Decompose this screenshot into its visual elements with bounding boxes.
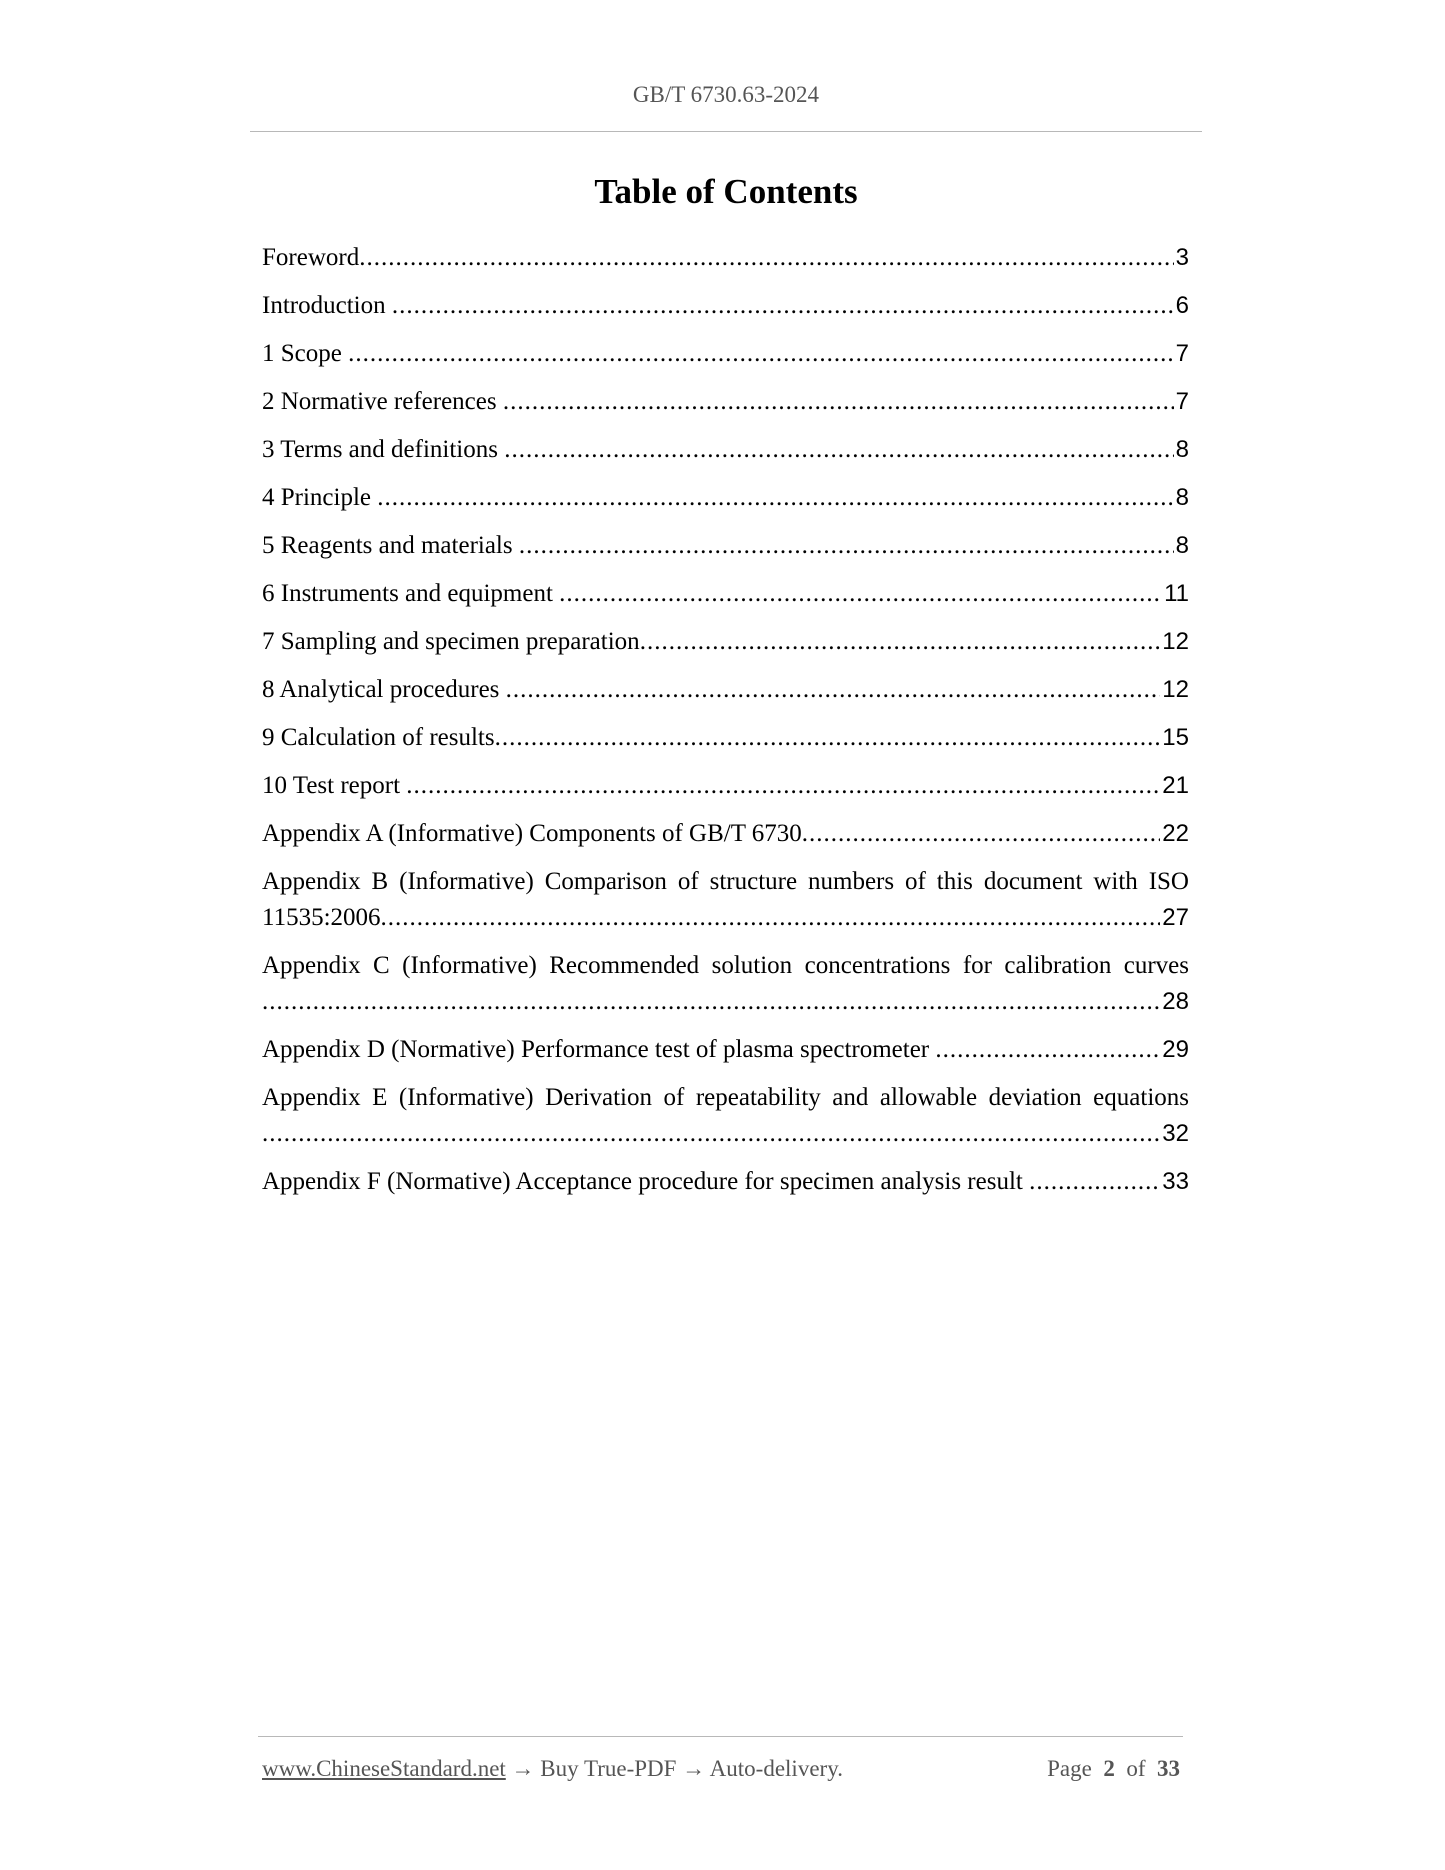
toc-entry-line bbox=[262, 720, 1189, 756]
arrow-right-icon: → bbox=[511, 1756, 535, 1781]
toc-entry-title: 9 Calculation of results bbox=[262, 724, 495, 751]
site-link[interactable]: www.ChineseStandard.net bbox=[262, 1756, 506, 1781]
toc-entry-title: Appendix F (Normative) Acceptance procedure for specimen analysis result bbox=[262, 1168, 1030, 1195]
toc-leader-dots bbox=[935, 1032, 1160, 1068]
toc-entry[interactable] bbox=[262, 576, 1189, 612]
toc-title: Table of Contents bbox=[594, 172, 858, 211]
toc-entry[interactable] bbox=[262, 1080, 1189, 1152]
toc-page-number: 27 bbox=[1162, 904, 1189, 931]
toc-entry-title: 5 Reagents and materials bbox=[262, 532, 519, 559]
toc-entry-title: Appendix A (Informative) Components of GB/T 6730 bbox=[262, 820, 802, 847]
toc-entry[interactable] bbox=[262, 624, 1189, 660]
toc-entry[interactable] bbox=[262, 432, 1189, 468]
toc-entry-line bbox=[262, 288, 1189, 324]
toc-page-number: 11 bbox=[1164, 580, 1189, 607]
toc-page-number: 12 bbox=[1162, 676, 1189, 703]
toc-leader-dots bbox=[503, 384, 1174, 420]
document-id-header: GB/T 6730.63-2024 bbox=[632, 82, 820, 107]
toc-entry-line bbox=[262, 576, 1189, 612]
toc-entry-title-line: Appendix B (Informative) Comparison of structure numbers of this document with ISO bbox=[262, 868, 1189, 895]
toc-leader-dots bbox=[1029, 1164, 1160, 1200]
toc-page-number: 7 bbox=[1175, 340, 1189, 367]
toc-entry-title: 6 Instruments and equipment bbox=[262, 580, 560, 607]
page-footer bbox=[262, 1756, 1180, 1782]
current-page-number: 2 bbox=[1103, 1756, 1115, 1781]
page-label: Page bbox=[1047, 1756, 1092, 1781]
toc-entry-line bbox=[262, 672, 1189, 708]
toc-entry[interactable] bbox=[262, 240, 1189, 276]
toc-page-number: 8 bbox=[1175, 532, 1189, 559]
toc-entry-line bbox=[262, 336, 1189, 372]
toc-entry[interactable] bbox=[262, 1032, 1189, 1068]
toc-leader-dots bbox=[506, 672, 1161, 708]
toc-entry[interactable] bbox=[262, 768, 1189, 804]
toc-entry-line bbox=[262, 1032, 1189, 1068]
toc-leader-dots bbox=[559, 576, 1162, 612]
toc-entry-title: Foreword bbox=[262, 244, 360, 271]
toc-leader-dots bbox=[377, 480, 1173, 516]
toc-entry-title-line: Appendix C (Informative) Recommended solution concentrations for calibration curves bbox=[262, 952, 1189, 979]
toc-entry-title: 2 Normative references bbox=[262, 388, 503, 415]
header-divider bbox=[250, 131, 1202, 132]
table-of-contents bbox=[262, 240, 1189, 1212]
toc-entry[interactable] bbox=[262, 288, 1189, 324]
toc-entry-line bbox=[262, 816, 1189, 852]
toc-page-number: 15 bbox=[1162, 724, 1189, 751]
toc-page-number: 3 bbox=[1175, 244, 1189, 271]
auto-delivery-text: Auto-delivery. bbox=[709, 1756, 843, 1781]
toc-page-number: 22 bbox=[1162, 820, 1189, 847]
toc-entry[interactable] bbox=[262, 720, 1189, 756]
toc-entry-line bbox=[262, 1116, 1189, 1152]
footer-left bbox=[262, 1756, 843, 1782]
arrow-right-icon: → bbox=[682, 1756, 706, 1781]
toc-leader-dots bbox=[640, 624, 1161, 660]
toc-page-number: 33 bbox=[1162, 1168, 1189, 1195]
toc-entry-title: 11535:2006 bbox=[262, 904, 381, 931]
toc-entry[interactable] bbox=[262, 528, 1189, 564]
footer-divider bbox=[258, 1736, 1183, 1737]
toc-entry[interactable] bbox=[262, 672, 1189, 708]
of-label: of bbox=[1126, 1756, 1146, 1781]
toc-page-number: 32 bbox=[1162, 1120, 1189, 1147]
toc-leader-dots bbox=[392, 288, 1174, 324]
toc-page-number: 7 bbox=[1175, 388, 1189, 415]
toc-entry-line bbox=[262, 768, 1189, 804]
toc-leader-dots bbox=[406, 768, 1160, 804]
toc-page-number: 8 bbox=[1175, 436, 1189, 463]
toc-entry-title: 4 Principle bbox=[262, 484, 378, 511]
toc-leader-dots bbox=[262, 1116, 1160, 1152]
buy-true-pdf-text: Buy True-PDF bbox=[540, 1756, 677, 1781]
toc-entry-line bbox=[262, 384, 1189, 420]
toc-entry-line bbox=[262, 984, 1189, 1020]
toc-entry-line bbox=[262, 900, 1189, 936]
toc-entry-line bbox=[262, 624, 1189, 660]
toc-entry-title: Introduction bbox=[262, 292, 392, 319]
toc-entry[interactable] bbox=[262, 948, 1189, 1020]
toc-entry[interactable] bbox=[262, 1164, 1189, 1200]
total-page-count: 33 bbox=[1157, 1756, 1180, 1781]
toc-entry-title: 7 Sampling and specimen preparation bbox=[262, 628, 640, 655]
toc-entry[interactable] bbox=[262, 864, 1189, 936]
toc-page-number: 12 bbox=[1162, 628, 1189, 655]
toc-leader-dots bbox=[504, 432, 1173, 468]
toc-page-number: 6 bbox=[1175, 292, 1189, 319]
toc-entry-title: 3 Terms and definitions bbox=[262, 436, 505, 463]
toc-leader-dots bbox=[262, 984, 1160, 1020]
toc-leader-dots bbox=[381, 900, 1161, 936]
toc-entry-title: 10 Test report bbox=[262, 772, 407, 799]
toc-leader-dots bbox=[519, 528, 1174, 564]
toc-entry-title-line: Appendix E (Informative) Derivation of repeatability and allowable deviation equations bbox=[262, 1084, 1189, 1111]
toc-leader-dots bbox=[359, 240, 1173, 276]
toc-page-number: 8 bbox=[1175, 484, 1189, 511]
toc-entry-line bbox=[262, 528, 1189, 564]
toc-entry-line bbox=[262, 1164, 1189, 1200]
toc-entry-line bbox=[262, 480, 1189, 516]
toc-leader-dots bbox=[495, 720, 1161, 756]
toc-entry-title: Appendix D (Normative) Performance test of plasma spectrometer bbox=[262, 1036, 936, 1063]
toc-page-number: 29 bbox=[1162, 1036, 1189, 1063]
toc-entry-line bbox=[262, 432, 1189, 468]
toc-page-number: 21 bbox=[1162, 772, 1189, 799]
toc-entry-title: 8 Analytical procedures bbox=[262, 676, 506, 703]
toc-entry-line bbox=[262, 240, 1189, 276]
toc-entry[interactable] bbox=[262, 480, 1189, 516]
toc-leader-dots bbox=[802, 816, 1161, 852]
page-indicator bbox=[1047, 1756, 1180, 1782]
toc-entry[interactable] bbox=[262, 384, 1189, 420]
toc-entry-title: 1 Scope bbox=[262, 340, 349, 367]
toc-entry[interactable] bbox=[262, 336, 1189, 372]
toc-entry[interactable] bbox=[262, 816, 1189, 852]
toc-page-number: 28 bbox=[1162, 988, 1189, 1015]
toc-leader-dots bbox=[348, 336, 1174, 372]
